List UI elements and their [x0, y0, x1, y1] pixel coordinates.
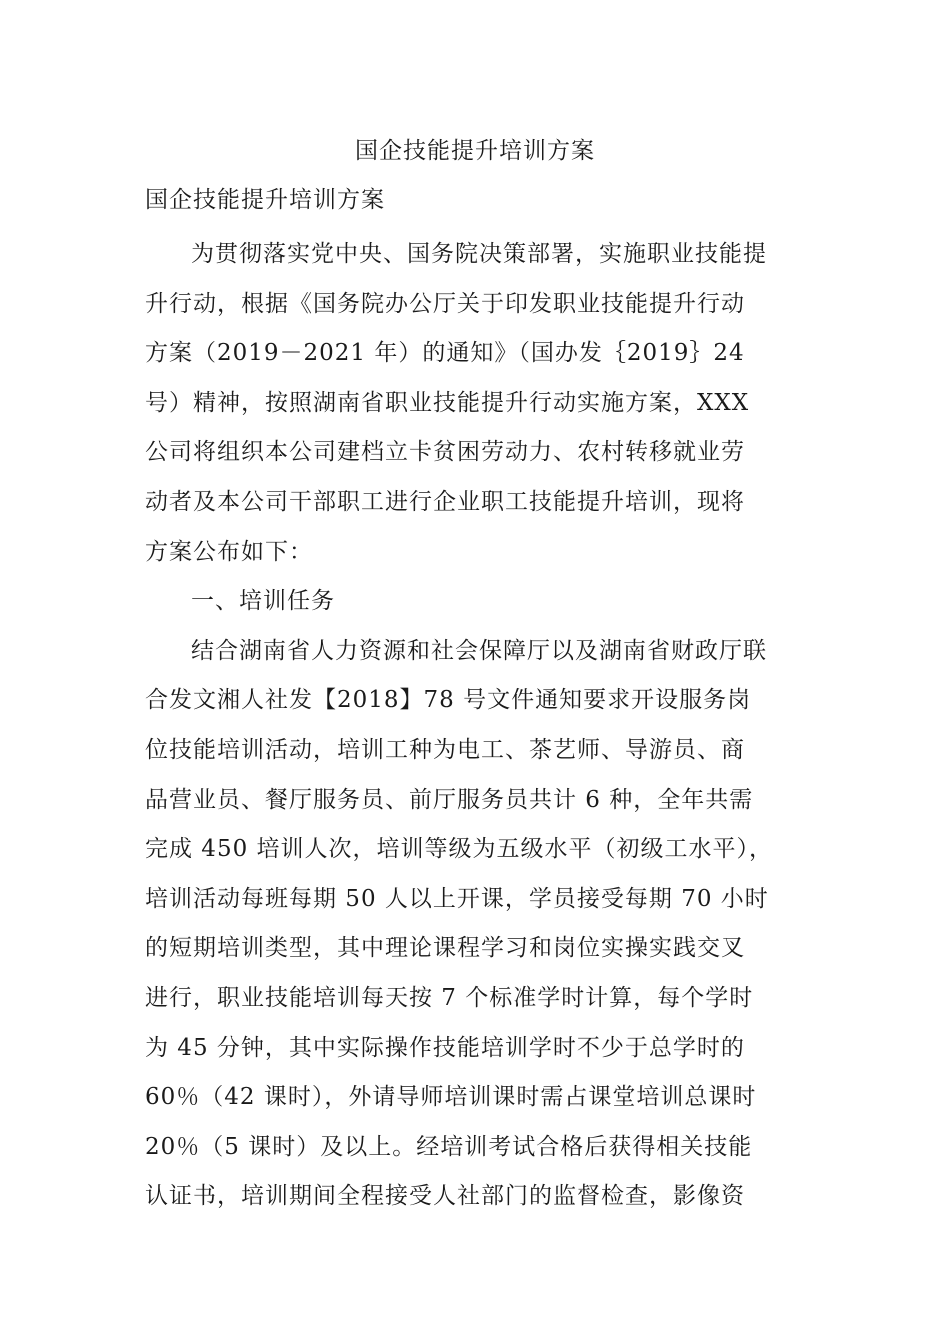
- paragraph-line: 认证书，培训期间全程接受人社部门的监督检查，影像资: [145, 1183, 745, 1210]
- paragraph-line: 合发文湘人社发【2018】78 号文件通知要求开设服务岗: [145, 687, 752, 714]
- paragraph-line: 20％（5 课时）及以上。经培训考试合格后获得相关技能: [145, 1133, 753, 1160]
- paragraph-line: 进行，职业技能培训每天按 7 个标准学时计算，每个学时: [145, 984, 754, 1011]
- paragraph-line: 结合湖南省人力资源和社会保障厅以及湖南省财政厅联: [191, 637, 767, 664]
- paragraph-line: 公司将组织本公司建档立卡贫困劳动力、农村转移就业劳: [145, 439, 745, 466]
- paragraph-line: 方案公布如下：: [145, 538, 313, 565]
- paragraph-line: 升行动，根据《国务院办公厅关于印发职业技能提升行动: [145, 290, 745, 317]
- paragraph-line: 号）精神，按照湖南省职业技能提升行动实施方案，XXX: [145, 389, 750, 416]
- document-title: 国企技能提升培训方案: [355, 138, 595, 164]
- paragraph-line: 为贯彻落实党中央、国务院决策部署，实施职业技能提: [191, 241, 767, 267]
- paragraph-line: 的短期培训类型，其中理论课程学习和岗位实操实践交叉: [145, 935, 745, 962]
- paragraph-line: 品营业员、餐厅服务员、前厅服务员共计 6 种，全年共需: [145, 786, 754, 813]
- document-subtitle: 国企技能提升培训方案: [145, 187, 385, 213]
- paragraph-line: 为 45 分钟，其中实际操作技能培训学时不少于总学时的: [145, 1034, 745, 1061]
- paragraph-line: 方案（2019－2021 年）的通知》（国办发｛2019｝24: [145, 340, 745, 367]
- paragraph-line: 60％（42 课时），外请导师培训课时需占课堂培训总课时: [145, 1084, 757, 1111]
- paragraph-line: 动者及本公司干部职工进行企业职工技能提升培训，现将: [145, 488, 745, 515]
- section-heading: 一、培训任务: [191, 588, 335, 615]
- paragraph-line: 培训活动每班每期 50 人以上开课，学员接受每期 70 小时: [145, 885, 769, 912]
- paragraph-line: 完成 450 培训人次，培训等级为五级水平（初级工水平），: [145, 836, 774, 863]
- document-body: [145, 230, 815, 1222]
- paragraph-line: 位技能培训活动，培训工种为电工、茶艺师、导游员、商: [145, 736, 745, 763]
